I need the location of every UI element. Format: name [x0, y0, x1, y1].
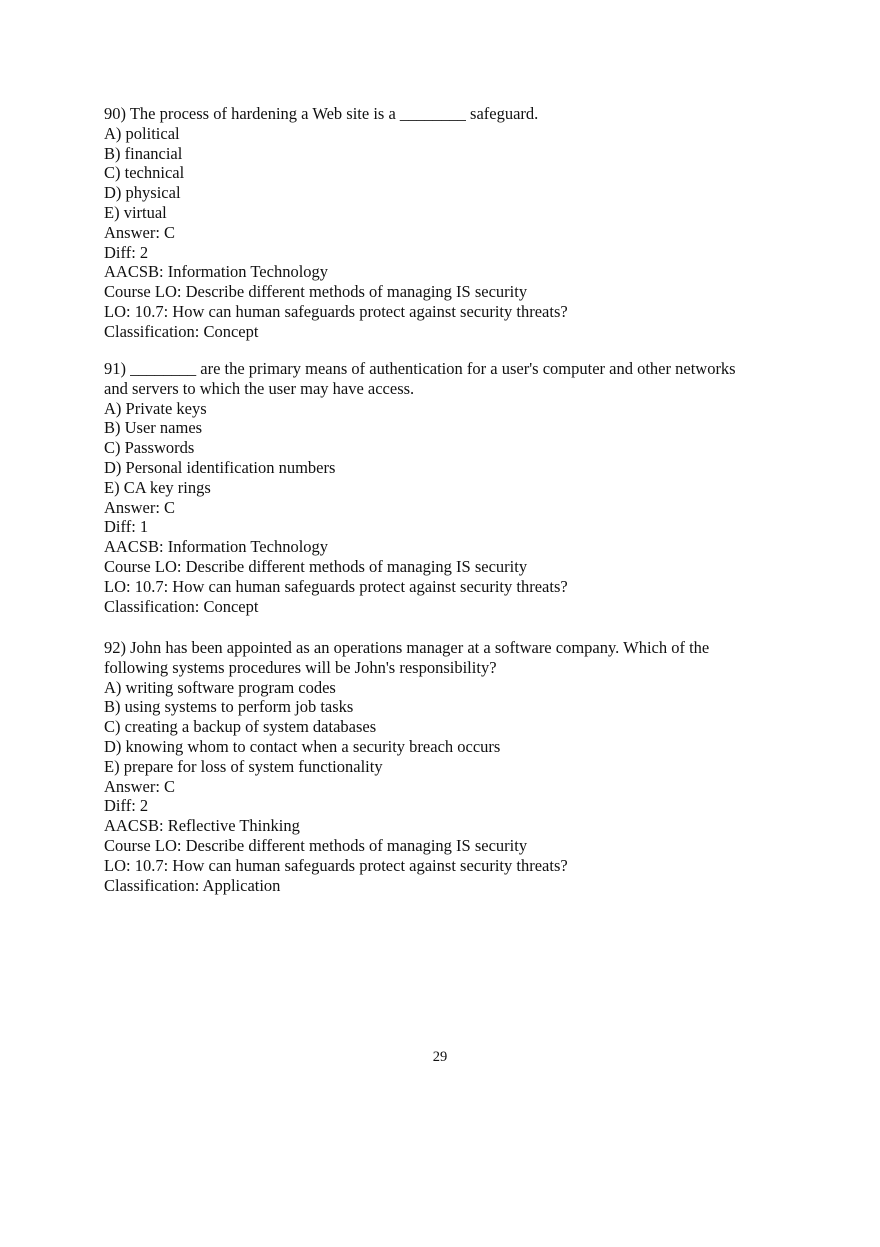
question-stem-line-1: 92) John has been appointed as an operations manager at a software company. Which of the: [104, 638, 710, 657]
option-d: D) knowing whom to contact when a security breach occurs: [104, 736, 501, 756]
answer: Answer: C: [104, 497, 176, 517]
course-lo: Course LO: Describe different methods of managing IS security: [104, 556, 528, 576]
option-d: D) physical: [104, 183, 181, 203]
question-stem: 90) The process of hardening a Web site is a ________ safeguard.: [104, 104, 539, 123]
option-b: B) User names: [104, 418, 203, 438]
course-lo: Course LO: Describe different methods of managing IS security: [104, 835, 528, 855]
aacsb: AACSB: Information Technology: [104, 537, 329, 557]
classification: Classification: Application: [104, 875, 281, 895]
course-lo: Course LO: Describe different methods of managing IS security: [104, 282, 528, 302]
option-c: C) technical: [104, 163, 185, 183]
option-c: C) creating a backup of system databases: [104, 717, 377, 737]
learning-objective: LO: 10.7: How can human safeguards protect against security threats?: [104, 855, 568, 875]
aacsb: AACSB: Information Technology: [104, 262, 329, 282]
difficulty: Diff: 2: [104, 796, 149, 816]
option-d: D) Personal identification numbers: [104, 457, 336, 477]
option-e: E) CA key rings: [104, 477, 211, 497]
question-stem-line-2: and servers to which the user may have access.: [104, 378, 415, 398]
question-stem-line-2: following systems procedures will be John's responsibility?: [104, 657, 497, 677]
aacsb: AACSB: Reflective Thinking: [104, 816, 300, 836]
option-b: B) using systems to perform job tasks: [104, 697, 354, 717]
option-a: A) political: [104, 123, 180, 143]
difficulty: Diff: 1: [104, 517, 149, 537]
page-number: 29: [432, 1049, 448, 1065]
option-e: E) prepare for loss of system functionality: [104, 756, 383, 776]
question-90: [104, 104, 784, 342]
learning-objective: LO: 10.7: How can human safeguards protect against security threats?: [104, 301, 568, 321]
answer: Answer: C: [104, 222, 176, 242]
option-b: B) financial: [104, 143, 183, 163]
option-c: C) Passwords: [104, 438, 195, 458]
classification: Classification: Concept: [104, 596, 259, 616]
question-92: [104, 638, 784, 895]
option-a: A) writing software program codes: [104, 677, 336, 697]
question-91: [104, 359, 784, 616]
option-a: A) Private keys: [104, 398, 207, 418]
question-stem-line-1: 91) ________ are the primary means of authentication for a user's computer and other networks: [104, 359, 736, 378]
classification: Classification: Concept: [104, 321, 259, 341]
learning-objective: LO: 10.7: How can human safeguards protect against security threats?: [104, 576, 568, 596]
answer: Answer: C: [104, 776, 176, 796]
option-e: E) virtual: [104, 202, 167, 222]
difficulty: Diff: 2: [104, 242, 149, 262]
